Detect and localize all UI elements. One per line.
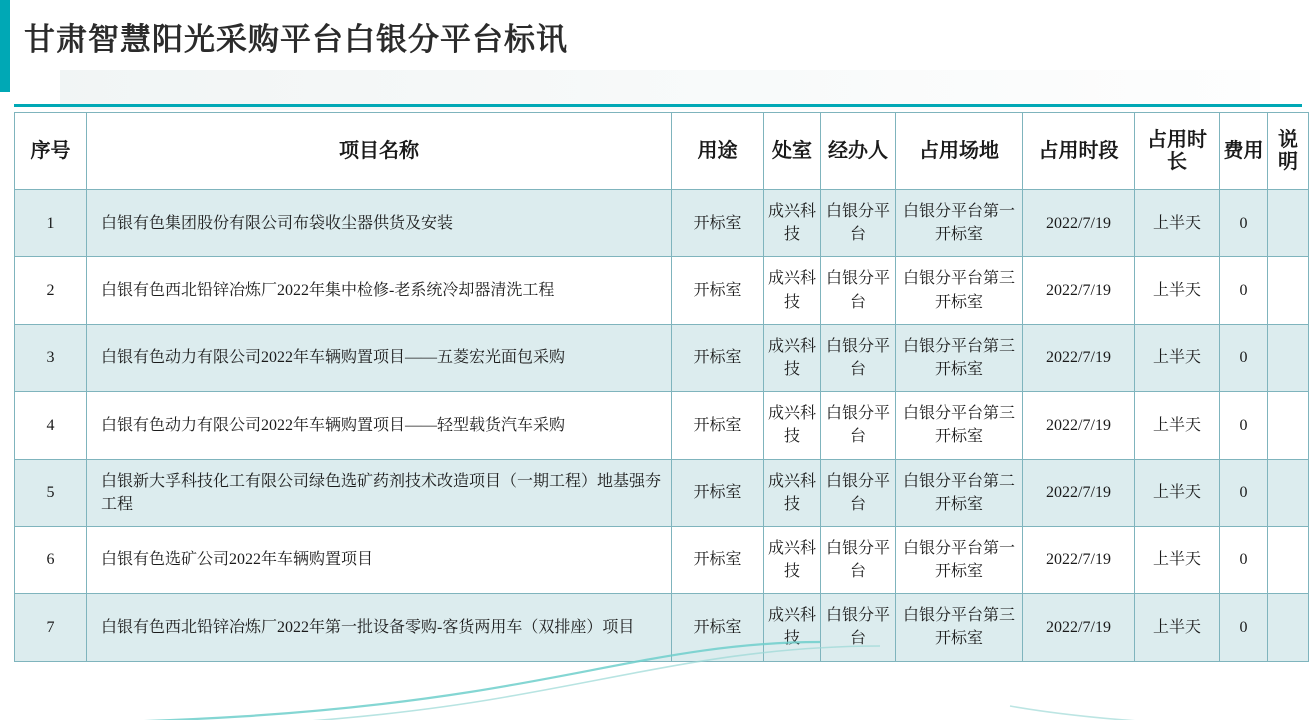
cell-duration: 上半天: [1135, 257, 1220, 324]
cell-index: 6: [15, 526, 87, 593]
page-title: 甘肃智慧阳光采购平台白银分平台标讯: [24, 22, 568, 57]
column-header-venue: 占用场地: [896, 113, 1023, 190]
cell-note: [1268, 459, 1309, 526]
column-header-department: 处室: [764, 113, 821, 190]
cell-fee: 0: [1220, 526, 1268, 593]
cell-fee: 0: [1220, 459, 1268, 526]
cell-fee: 0: [1220, 392, 1268, 459]
cell-usage: 开标室: [672, 526, 764, 593]
cell-venue: 白银分平台第一开标室: [896, 190, 1023, 257]
column-header-index: 序号: [15, 113, 87, 190]
cell-project-name: 白银有色集团股份有限公司布袋收尘器供货及安装: [87, 190, 672, 257]
cell-note: [1268, 392, 1309, 459]
schedule-table-container: [14, 112, 1302, 662]
cell-project-name: 白银有色动力有限公司2022年车辆购置项目——五菱宏光面包采购: [87, 324, 672, 391]
cell-venue: 白银分平台第三开标室: [896, 594, 1023, 661]
cell-index: 2: [15, 257, 87, 324]
cell-duration: 上半天: [1135, 526, 1220, 593]
cell-fee: 0: [1220, 594, 1268, 661]
cell-note: [1268, 526, 1309, 593]
cell-project-name: 白银新大孚科技化工有限公司绿色选矿药剂技术改造项目（一期工程）地基强夯工程: [87, 459, 672, 526]
cell-usage: 开标室: [672, 392, 764, 459]
cell-note: [1268, 594, 1309, 661]
corner-accent-bar: [0, 0, 10, 92]
cell-department: 成兴科技: [764, 392, 821, 459]
cell-venue: 白银分平台第一开标室: [896, 526, 1023, 593]
cell-department: 成兴科技: [764, 526, 821, 593]
cell-agent: 白银分平台: [821, 526, 896, 593]
table-header-row: [15, 113, 1309, 190]
column-header-date: 占用时段: [1023, 113, 1135, 190]
cell-agent: 白银分平台: [821, 324, 896, 391]
cell-usage: 开标室: [672, 459, 764, 526]
column-header-fee: 费用: [1220, 113, 1268, 190]
column-header-note: 说明: [1268, 113, 1309, 190]
cell-project-name: 白银有色西北铅锌冶炼厂2022年集中检修-老系统冷却器清洗工程: [87, 257, 672, 324]
cell-usage: 开标室: [672, 257, 764, 324]
cell-date: 2022/7/19: [1023, 459, 1135, 526]
cell-fee: 0: [1220, 190, 1268, 257]
cell-note: [1268, 257, 1309, 324]
column-header-agent: 经办人: [821, 113, 896, 190]
cell-fee: 0: [1220, 257, 1268, 324]
cell-agent: 白银分平台: [821, 257, 896, 324]
schedule-table: [14, 112, 1309, 662]
cell-agent: 白银分平台: [821, 459, 896, 526]
cell-date: 2022/7/19: [1023, 526, 1135, 593]
cell-venue: 白银分平台第二开标室: [896, 459, 1023, 526]
cell-department: 成兴科技: [764, 324, 821, 391]
column-header-project-name: 项目名称: [87, 113, 672, 190]
cell-project-name: 白银有色西北铅锌冶炼厂2022年第一批设备零购-客货两用车（双排座）项目: [87, 594, 672, 661]
cell-fee: 0: [1220, 324, 1268, 391]
cell-venue: 白银分平台第三开标室: [896, 392, 1023, 459]
cell-index: 1: [15, 190, 87, 257]
cell-date: 2022/7/19: [1023, 190, 1135, 257]
title-divider: [14, 104, 1302, 107]
cell-usage: 开标室: [672, 594, 764, 661]
cell-department: 成兴科技: [764, 257, 821, 324]
cell-venue: 白银分平台第三开标室: [896, 324, 1023, 391]
cell-note: [1268, 190, 1309, 257]
cell-date: 2022/7/19: [1023, 594, 1135, 661]
cell-note: [1268, 324, 1309, 391]
cell-duration: 上半天: [1135, 594, 1220, 661]
cell-date: 2022/7/19: [1023, 324, 1135, 391]
table-row: [15, 392, 1309, 459]
cell-department: 成兴科技: [764, 459, 821, 526]
table-row: [15, 526, 1309, 593]
table-row: [15, 257, 1309, 324]
cell-usage: 开标室: [672, 190, 764, 257]
table-row: [15, 594, 1309, 661]
cell-index: 5: [15, 459, 87, 526]
cell-index: 3: [15, 324, 87, 391]
cell-department: 成兴科技: [764, 190, 821, 257]
cell-duration: 上半天: [1135, 392, 1220, 459]
cell-date: 2022/7/19: [1023, 257, 1135, 324]
cell-index: 7: [15, 594, 87, 661]
table-row: [15, 190, 1309, 257]
cell-duration: 上半天: [1135, 190, 1220, 257]
cell-date: 2022/7/19: [1023, 392, 1135, 459]
cell-duration: 上半天: [1135, 459, 1220, 526]
cell-duration: 上半天: [1135, 324, 1220, 391]
cell-index: 4: [15, 392, 87, 459]
cell-project-name: 白银有色动力有限公司2022年车辆购置项目——轻型载货汽车采购: [87, 392, 672, 459]
table-row: [15, 459, 1309, 526]
table-row: [15, 324, 1309, 391]
cell-agent: 白银分平台: [821, 392, 896, 459]
cell-venue: 白银分平台第三开标室: [896, 257, 1023, 324]
cell-project-name: 白银有色选矿公司2022年车辆购置项目: [87, 526, 672, 593]
cell-agent: 白银分平台: [821, 190, 896, 257]
cell-agent: 白银分平台: [821, 594, 896, 661]
column-header-duration: 占用时长: [1135, 113, 1220, 190]
column-header-usage: 用途: [672, 113, 764, 190]
cell-usage: 开标室: [672, 324, 764, 391]
cell-department: 成兴科技: [764, 594, 821, 661]
